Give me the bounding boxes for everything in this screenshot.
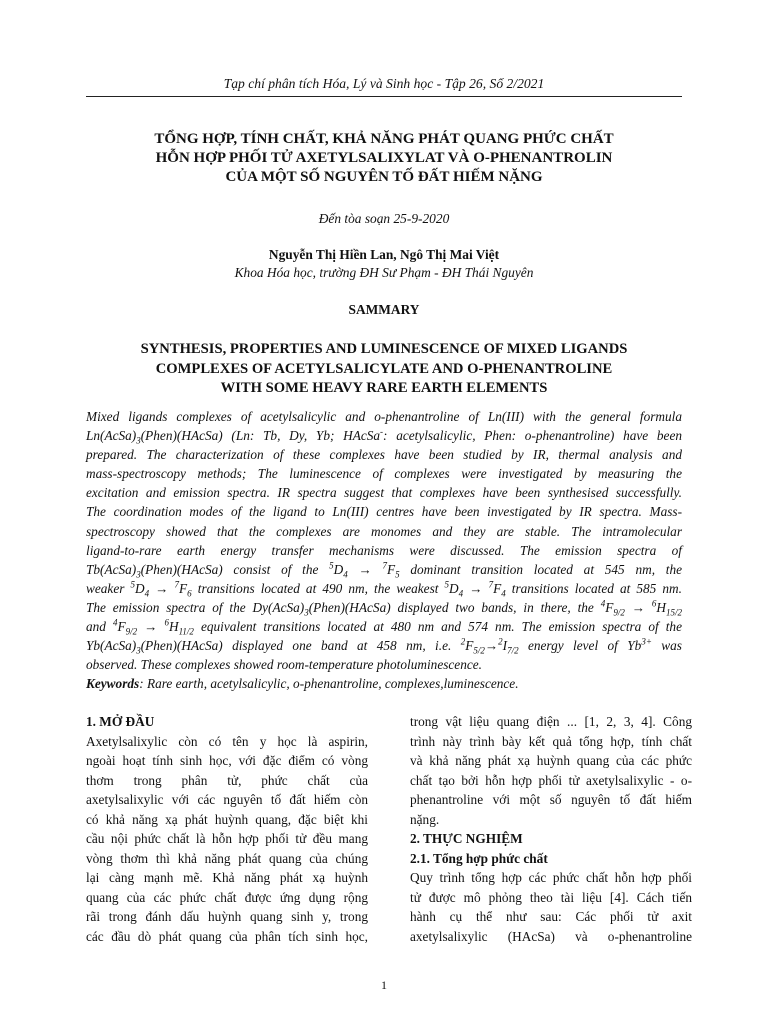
body-line: lại càng mạnh mẽ. Khả năng phát xạ huỳnh xyxy=(86,870,368,885)
body-line: Axetylsalixylic còn có tên y học là aspirin, xyxy=(86,733,368,749)
body-line: axetylsalixylic với các nguyên tố đất hiếm còn xyxy=(86,792,368,807)
body-line: ngoài hoạt tính sinh học, với đặc điểm có vòng xyxy=(86,753,368,768)
journal-header: Tạp chí phân tích Hóa, Lý và Sinh học - Tập 26, Số 2/2021 xyxy=(223,76,545,91)
body-line: rãi trong đánh dấu huỳnh quang sinh y, trong xyxy=(86,909,368,924)
received-date: Đến tòa soạn 25-9-2020 xyxy=(318,211,450,226)
body-line: cầu nội phức chất là hỗn hợp phối tử đều mang xyxy=(86,831,368,846)
body-line: và khả năng phát xạ huỳnh quang của các phức xyxy=(410,753,692,768)
keywords-line xyxy=(86,674,682,693)
header-rule xyxy=(86,96,682,97)
abstract-line: prepared. The characterization of these complexes have been studied by IR, thermal analysis and xyxy=(86,447,682,463)
abstract-line: ligand-to-rare earth energy transfer mechanisms were discussed. The emission spectra of xyxy=(86,542,682,558)
body-line: vòng thơm thì khả năng phát quang của chúng xyxy=(86,850,368,866)
abstract-line: $Tb(AcSa)_3(Phen)(HAcSa)$ consist of the $^5D_4 \to ^7F_5$ dominant transition located at 545 nm, the xyxy=(86,560,682,580)
body-line: trong vật liệu quang điện ... [1, 2, 3, 4]. Công xyxy=(410,714,692,729)
title-en-line: WITH SOME HEAVY RARE EARTH ELEMENTS xyxy=(220,380,548,396)
left-column xyxy=(86,712,368,946)
body-line: tử được mô phỏng theo tài liệu [4]. Cách tiến xyxy=(410,889,692,905)
body-line: các đầu dò phát quang của phân tích sinh học, xyxy=(86,928,368,944)
title-vi-line: CỦA MỘT SỐ NGUYÊN TỐ ĐẤT HIẾM NẶNG xyxy=(225,169,543,185)
authors: Nguyễn Thị Hiền Lan, Ngô Thị Mai Việt xyxy=(268,247,500,262)
section-heading-experimental: 2. THỰC NGHIỆM xyxy=(410,831,523,846)
title-en-line: COMPLEXES OF ACETYLSALICYLATE AND O-PHENANTROLINE xyxy=(155,360,613,377)
abstract-line: mass-spectroscopy methods; The luminescence of complexes were investigated by measuring the xyxy=(86,466,682,482)
abstract-line: excitation and emission spectra. IR spectra suggest that complexes have been synthesised successfully. xyxy=(86,485,682,501)
body-line: Quy trình tổng hợp các phức chất hỗn hợp phối xyxy=(410,870,692,885)
page-number: 1 xyxy=(381,978,387,992)
title-vietnamese xyxy=(86,130,682,187)
title-english xyxy=(86,340,682,399)
summary-heading: SAMMARY xyxy=(348,302,420,317)
title-vi-line: HỖN HỢP PHỐI TỬ AXETYLSALIXYLAT VÀ O-PHENANTROLIN xyxy=(155,150,613,166)
body-line: axetylsalixylic (HAcSa) và o-phenantroline xyxy=(410,928,692,944)
abstract-line: $Yb(AcSa)_3(Phen)(HAcSa)$ displayed one band at 458 nm, i.e. $^2F_{5/2}\to^2I_{7/2}$ energy level of $Yb^{3+}$ was xyxy=(86,636,682,656)
body-line: nặng. xyxy=(410,811,440,827)
body-line: chất tạo bởi hỗn hợp phối tử axetylsalixylic - o- xyxy=(410,772,692,788)
abstract-line: and $^4F_{9/2} \to ^6H_{11/2}$ equivalent transitions located at 480 nm and 574 nm. The emission spectra of the xyxy=(86,617,682,637)
keywords-text: : Rare earth, acetylsalicylic, o-phenantroline, complexes,luminescence. xyxy=(139,676,519,692)
abstract-line: observed. These complexes showed room-temperature photoluminescence. xyxy=(86,657,482,673)
abstract xyxy=(86,407,682,693)
body-line: có khả năng xạ phát huỳnh quang, đặc biệt khi xyxy=(86,811,368,827)
keywords-label: Keywords xyxy=(86,676,140,692)
abstract-line: $Ln(AcSa)_3(Phen)(HAcSa)$ (Ln: Tb, Dy, Yb; HAcSa-: acetylsalicylic, Phen: o-phenantroline) have been xyxy=(86,426,682,446)
title-en-line: SYNTHESIS, PROPERTIES AND LUMINESCENCE OF MIXED LIGANDS xyxy=(140,341,628,357)
body-line: thơm trong phân tử, phức chất của xyxy=(86,772,368,788)
body-line: quang của các phức chất được ứng dụng rộng xyxy=(86,889,368,905)
body-line: hành cụ thể như sau: Các phối tử axit xyxy=(410,909,692,924)
abstract-line: Mixed ligands complexes of acetylsalicylic and o-phenantroline of Ln(III) with the general formula xyxy=(86,409,682,424)
section-heading-intro: 1. MỞ ĐẦU xyxy=(86,714,155,729)
abstract-line: The emission spectra of the $Dy(AcSa)_3(Phen)(HAcSa)$ displayed two bands, in there, the $^4F_{9/2} \to ^6H_{15/2}$ xyxy=(86,598,682,618)
abstract-line: weaker $^5D_4 \to ^7F_6$ transitions located at 490 nm, the weakest $^5D_4 \to ^7F_4$ transitions located at 585 nm. xyxy=(86,579,682,599)
subsection-heading-synthesis: 2.1. Tổng hợp phức chất xyxy=(410,850,548,866)
affiliation: Khoa Hóa học, trường ĐH Sư Phạm - ĐH Thái Nguyên xyxy=(234,265,534,280)
abstract-line: spectroscopy showed that the complexes are monomes and they are stable. The intramolecular xyxy=(86,523,682,539)
body-line: trình này trình bày kết quả tổng hợp, tính chất xyxy=(410,733,692,749)
title-vi-line: TỔNG HỢP, TÍNH CHẤT, KHẢ NĂNG PHÁT QUANG PHỨC CHẤT xyxy=(154,131,614,147)
body-line: phenantroline với một số nguyên tố đất hiếm xyxy=(410,792,692,807)
abstract-line: The coordination modes of the ligand to Ln(III) centres have been investigated by IR spectra. Mass- xyxy=(86,504,682,520)
right-column xyxy=(410,712,692,946)
